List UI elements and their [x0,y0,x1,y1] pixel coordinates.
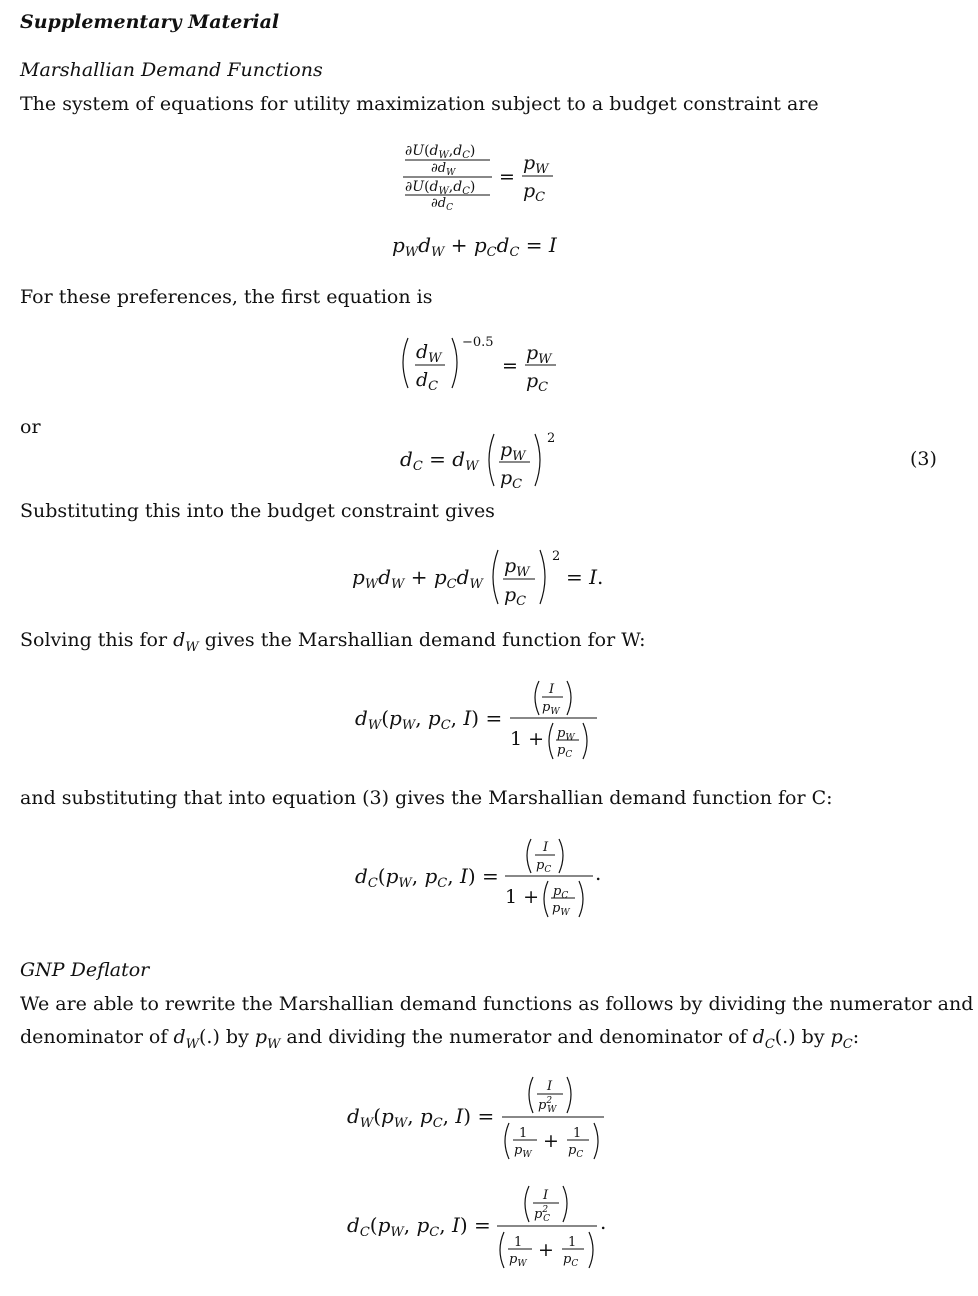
svg-text:pW: $p_W$ [542,700,560,717]
svg-text:pC: $p_C$ [523,180,546,205]
svg-text:I: I [543,840,549,855]
svg-text:dC(pW, pC, I) =: $d_C(p_W$, $p_C$, I) = [355,864,499,891]
svg-text:∂dC: $\partial d_C$ [431,196,453,213]
svg-text:pWdW + pCdW: $p_Wd_W + p_Cd_W$ [352,565,483,592]
svg-text:I: I [547,1079,553,1094]
svg-text:pW: $p_W$ [526,342,552,367]
svg-text:dC: $d_C$ [416,369,439,394]
equation-3 [398,426,578,496]
equation-deflator-w [347,1073,617,1163]
svg-text:p2C: $p^2$ C [534,1205,550,1224]
svg-text:pC: $p_C$ [536,858,552,875]
supplementary-title: Supplementary Material [20,11,280,33]
svg-text:pC: $p_C$ [557,743,573,760]
svg-text:.: . [600,1210,607,1234]
paragraph-substituting: Substituting this into the budget constraint gives [20,500,495,522]
equation-number: (3) [910,448,937,470]
paragraph-preferences: For these preferences, the first equation is [20,286,433,308]
svg-text:pW: $p_W$ [509,1252,527,1269]
paragraph-gnp-line2: denominator of $d_W(.)$ by $p_W$ and dividing the numerator and denominator of $d_C(.)$ by $p_C$: [20,1026,860,1052]
svg-text:pC: $p_C$ [526,370,549,395]
svg-text:p2W: $p^2$ W [538,1096,557,1115]
svg-text:.: . [595,861,602,885]
svg-text:dC = dW: $d_C = d_W$ [400,447,479,474]
svg-text:pC: $p_C$ [568,1143,584,1160]
svg-text:1: 1 [514,1235,523,1250]
svg-text:pW: $p_W$ [557,726,575,743]
svg-text:1 +: 1 + [505,886,540,908]
svg-text:=: = [502,355,518,377]
svg-text:pW: $p_W$ [514,1143,532,1160]
mu-w-num: $\partial U(d_W,d_C)$ [405,143,476,161]
paragraph-solving: Solving this for $d_W$ gives the Marshallian demand function for W: [20,629,646,655]
svg-text:2: 2 [552,549,561,564]
svg-text:pW: $p_W$ [504,555,530,580]
svg-text:∂dW: $\partial d_W$ [431,161,456,178]
svg-text:+: + [543,1130,559,1152]
svg-text:pC: $p_C$ [504,584,527,609]
svg-text:1: 1 [519,1126,528,1141]
svg-text:+: + [538,1239,554,1261]
equation-budget [390,232,590,262]
word-or: or [20,416,41,438]
paragraph-intro: The system of equations for utility maximization subject to a budget constraint are [20,93,819,115]
svg-text:pW: $p_W$ [500,439,526,464]
gnp-heading: GNP Deflator [20,959,150,981]
svg-text:1: 1 [573,1126,582,1141]
paragraph-substituting-c: and substituting that into equation (3) gives the Marshallian demand function for C: [20,787,833,809]
svg-text:dW(pW, pC, I) =: $d_W(p_W$, $p_C$, I) = [347,1104,495,1131]
equation-budget-substituted [350,540,620,612]
svg-text:I: I [543,1188,549,1203]
svg-text:pC: $p_C$ [553,884,569,901]
svg-text:−0.5: −0.5 [462,335,494,350]
svg-text:I: I [549,682,555,697]
svg-text:∂U(dW,dC): $\partial U(d_W,d_C)$ [405,179,476,197]
svg-text:1 +: 1 + [510,728,545,750]
svg-text:pW: $p_W$ [552,901,570,918]
svg-text:dW(pW, pC, I) =: $d_W(p_W$, $p_C$, I) = [355,706,503,733]
svg-text:=: = [499,166,515,188]
marshallian-heading: Marshallian Demand Functions [20,59,323,81]
equation-deflator-c [347,1182,617,1272]
svg-text:pC: $p_C$ [563,1252,579,1269]
svg-text:pWdW + pCdC = I: $p_Wd_W + p_Cd_C = I$ [392,233,557,260]
paragraph-gnp-line1: We are able to rewrite the Marshallian demand functions as follows by dividing the numerator and [20,993,974,1015]
svg-text:dW: $d_W$ [416,341,442,366]
svg-text:pW: $p_W$ [523,152,549,177]
svg-text:dC(pW, pC, I) =: $d_C(p_W$, $p_C$, I) = [347,1213,491,1240]
equation-mrs [395,140,575,220]
equation-demand-w [355,675,615,765]
equation-demand-c [355,833,615,923]
svg-text:1: 1 [568,1235,577,1250]
equation-first-order [398,332,578,402]
svg-text:= I.: = I. [566,565,604,589]
svg-text:pC: $p_C$ [500,467,523,492]
svg-text:2: 2 [547,431,556,446]
